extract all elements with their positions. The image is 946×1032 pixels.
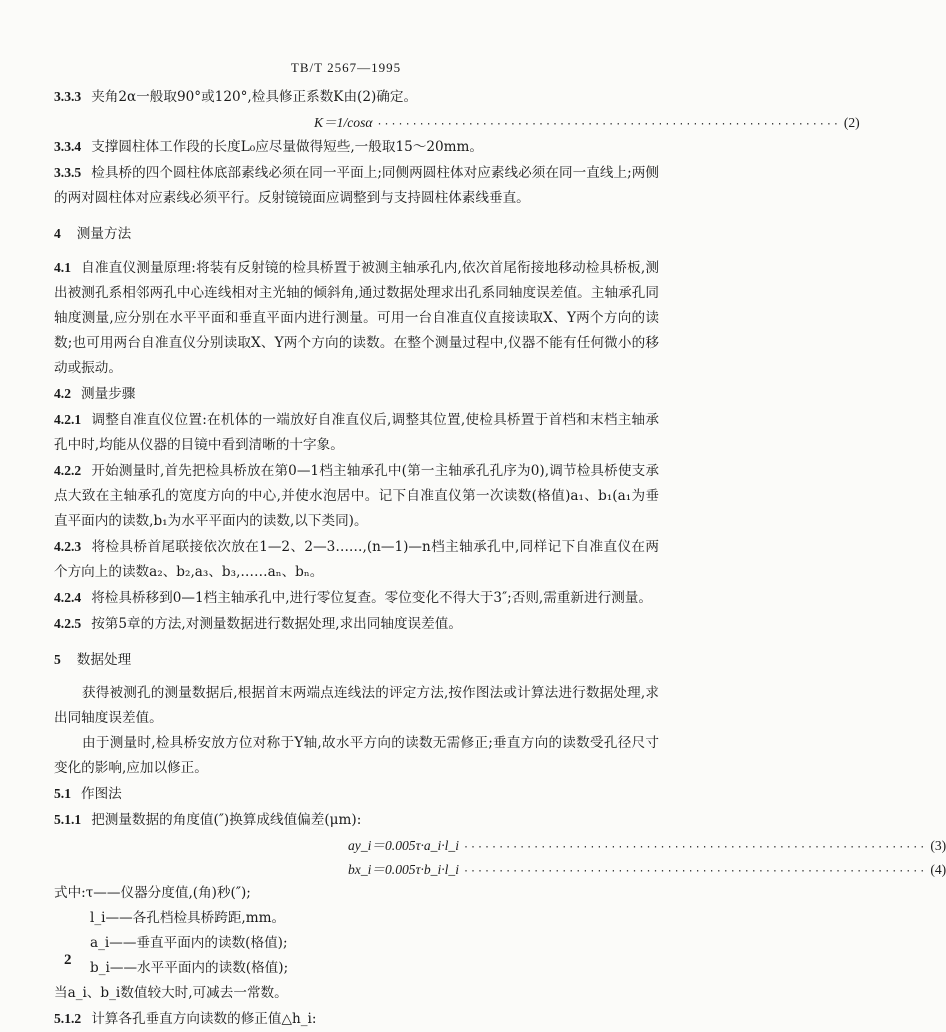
clause-4-1 — [54, 255, 659, 381]
clause-number: 3.3.3 — [54, 89, 82, 104]
definition-line: a_i——垂直平面内的读数(格值); — [90, 935, 288, 951]
clause-number: 4.1 — [54, 260, 71, 275]
clause-4-2-5 — [54, 611, 659, 637]
clause-number: 5.1.1 — [54, 812, 82, 827]
equation-number: (3) — [930, 838, 946, 853]
clause-text: 计算各孔垂直方向读数的修正值△h_i: — [91, 1011, 317, 1027]
clause-number: 4.2.5 — [54, 616, 82, 631]
clause-number: 4.2.3 — [54, 539, 82, 554]
clause-text: 将检具桥移到0—1档主轴承孔中,进行零位复查。零位变化不得大于3″;否则,需重新进行测量。 — [91, 590, 652, 606]
section-5-heading — [54, 647, 659, 673]
formula-expr: ay_i＝0.005τ·a_i·l_i — [348, 838, 459, 853]
clause-text: 调整自准直仪位置:在机体的一端放好自准直仪后,调整其位置,使检具桥置于首档和末档主轴承孔中时,均能从仪器的目镜中看到清晰的十字象。 — [54, 412, 659, 453]
leader-dots: ·································································· — [462, 842, 927, 853]
formula-expr: bx_i＝0.005τ·b_i·l_i — [348, 862, 459, 877]
clause-number: 4.2.1 — [54, 412, 82, 427]
clause-number: 3.3.4 — [54, 139, 82, 154]
page-number: 2 — [64, 952, 72, 968]
clause-text: 开始测量时,首先把检具桥放在第0—1档主轴承孔中(第一主轴承孔孔序为0),调节检具桥使支承点大致在主轴承孔的宽度方向的中心,并使水泡居中。记下自准直仪第一次读数(格值)a₁、b₁(a₁为垂直平面内的读数,b₁为水平平面内的读数,以下类同)。 — [54, 463, 659, 529]
leader-dots: ·································································· — [462, 866, 927, 877]
formula-expr: K＝1/cosα — [314, 115, 373, 130]
leader-dots: ·································································· — [376, 119, 840, 130]
clause-5-1-2 — [54, 1006, 659, 1032]
definition-line: l_i——各孔档检具桥跨距,mm。 — [90, 910, 286, 926]
definition-line: b_i——水平平面内的读数(格值); — [90, 960, 289, 976]
clause-text: 按第5章的方法,对测量数据进行数据处理,求出同轴度误差值。 — [91, 616, 462, 632]
paragraph: 获得被测孔的测量数据后,根据首末两端点连线法的评定方法,按作图法或计算法进行数据处理,求出同轴度误差值。 — [54, 685, 659, 726]
paragraph: 由于测量时,检具桥安放方位对称于Y轴,故水平方向的读数无需修正;垂直方向的读数受孔径尺寸变化的影响,应加以修正。 — [54, 735, 659, 776]
clause-number: 4.2 — [54, 386, 71, 401]
clause-4-2-2 — [54, 458, 659, 534]
section-number: 5 — [54, 652, 61, 667]
clause-text: 将检具桥首尾联接依次放在1—2、2—3……,(n—1)—n档主轴承孔中,同样记下自准直仪在两个方向上的读数a₂、b₂,a₃、b₃,……aₙ、bₙ。 — [54, 539, 659, 580]
page-header: TB/T 2567—1995 — [290, 60, 402, 75]
clause-text: 把测量数据的角度值(″)换算成线值偏差(μm): — [91, 812, 362, 828]
clause-3-3-3 — [54, 84, 659, 110]
clause-text: 自准直仪测量原理:将装有反射镜的检具桥置于被测主轴承孔内,依次首尾衔接地移动检具桥板,测出被测孔系相邻两孔中心连线相对主光轴的倾斜角,通过数据处理求出孔系同轴度误差值。主轴承孔同轴度测量,应分别在水平平面和垂直平面内进行测量。可用一台自准直仪直接读取X、Y两个方向的读数;也可用两台自准直仪分别读取X、Y两个方向的读数。在整个测量过程中,仪器不能有任何微小的移动或振动。 — [54, 260, 659, 376]
clause-number: 5.1 — [54, 786, 71, 801]
clause-4-2-1 — [54, 407, 659, 458]
section-4-heading — [54, 221, 659, 247]
clause-title: 作图法 — [81, 786, 122, 802]
formula-4 — [54, 857, 946, 881]
clause-4-2-3 — [54, 534, 659, 585]
equation-number: (4) — [930, 862, 946, 877]
clause-number: 5.1.2 — [54, 1011, 82, 1026]
clause-5-1 — [54, 781, 659, 807]
clause-text: 夹角2α一般取90°或120°,检具修正系数K由(2)确定。 — [91, 89, 418, 105]
clause-title: 测量步骤 — [81, 386, 136, 402]
section-number: 4 — [54, 226, 61, 241]
clause-3-3-4 — [54, 134, 659, 160]
section-title: 测量方法 — [76, 226, 132, 242]
clause-number: 4.2.2 — [54, 463, 82, 478]
clause-text: 检具桥的四个圆柱体底部素线必须在同一平面上;同侧两圆柱体对应素线必须在同一直线上;两侧的两对圆柱体对应素线必须平行。反射镜镜面应调整到与支持圆柱体素线垂直。 — [54, 165, 659, 206]
clause-text: 支撑圆柱体工作段的长度L₀应尽量做得短些,一般取15～20mm。 — [91, 139, 484, 155]
formula-2 — [54, 110, 860, 134]
note: 当a_i、b_i数值较大时,可减去一常数。 — [54, 985, 288, 1001]
section-title: 数据处理 — [76, 652, 132, 668]
clause-4-2 — [54, 381, 659, 407]
equation-number: (2) — [843, 115, 860, 130]
clause-5-1-1 — [54, 807, 659, 833]
clause-3-3-5 — [54, 160, 659, 211]
clause-number: 3.3.5 — [54, 165, 82, 180]
page-content — [54, 84, 946, 1032]
clause-number: 4.2.4 — [54, 590, 82, 605]
definition-line: 式中:τ——仪器分度值,(角)秒(″); — [54, 885, 251, 901]
formula-3 — [54, 833, 946, 857]
clause-4-2-4 — [54, 585, 659, 611]
